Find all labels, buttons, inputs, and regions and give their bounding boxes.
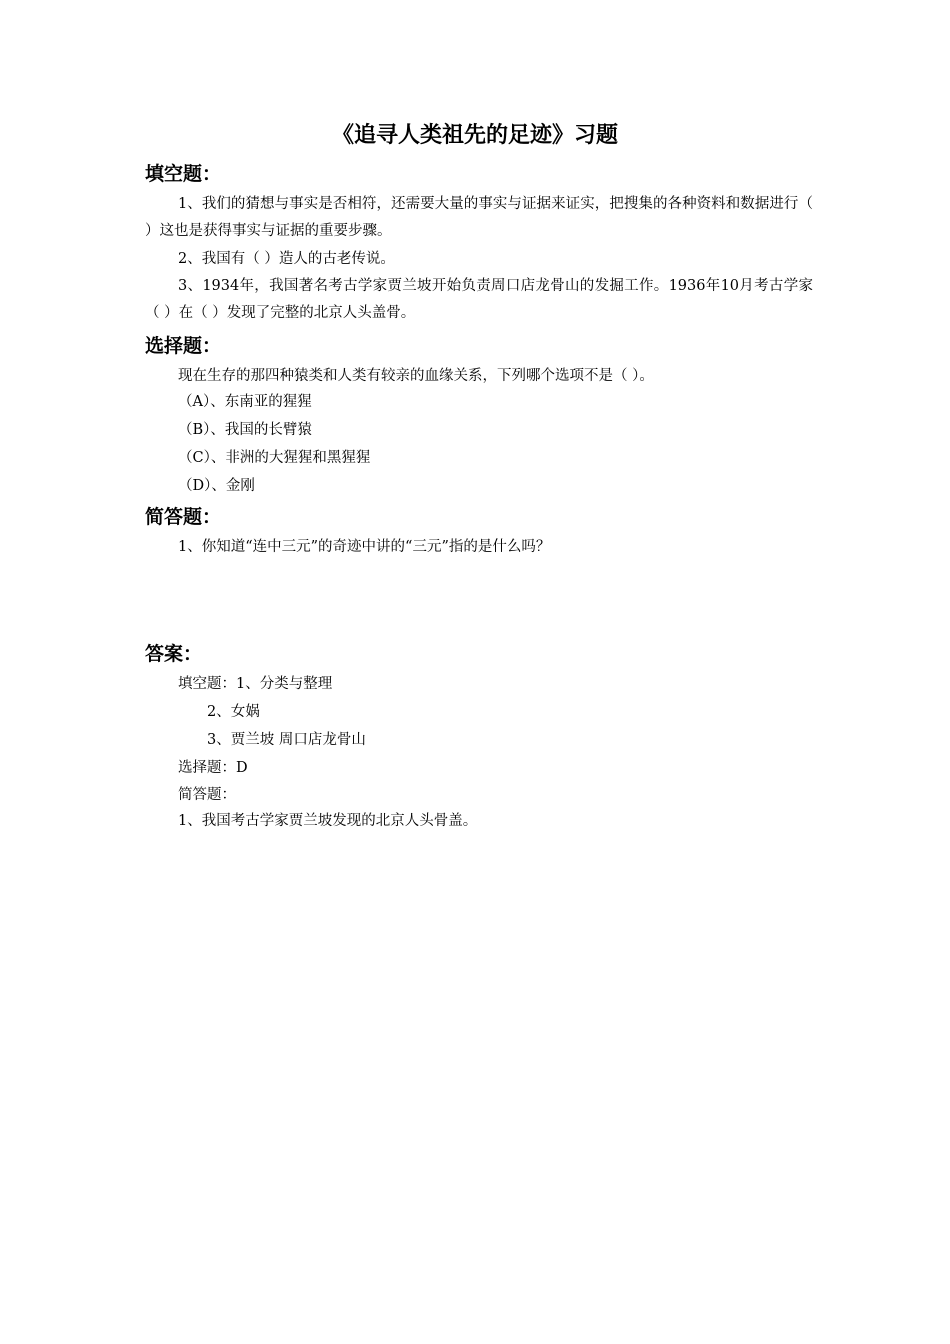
choice-question: 现在生存的那四种猿类和人类有较亲的血缘关系，下列哪个选项不是（ ）。 [178,368,654,384]
choice-option-d: （D）、金刚 [178,478,255,494]
fill-blank-question-2: 2、我国有（ ）造人的古老传说。 [178,251,395,267]
choice-heading: 选择题： [145,335,222,357]
fill-blank-question-1: 1、我们的猜想与事实是否相符，还需要大量的事实与证据来证实，把搜集的各种资料和数据进行（ ）这也是获得事实与证据的重要步骤。 [145,196,813,239]
choice-option-b: （B）、我国的长臂猿 [178,422,312,438]
short-answer-heading: 简答题： [145,506,222,528]
fill-blank-question-3: 3、1934年，我国著名考古学家贾兰坡开始负责周口店龙骨山的发掘工作。1936年10月考古学家（ ）在（ ）发现了完整的北京人头盖骨。 [145,278,813,321]
choice-option-c: （C）、非洲的大猩猩和黑猩猩 [178,450,371,466]
answer-choice: 选择题：D [178,760,248,776]
short-answer-question-1: 1、你知道“连中三元”的奇迹中讲的“三元”指的是什么吗？ [178,539,551,555]
answer-short-label: 简答题： [178,787,236,803]
fill-blank-heading: 填空题： [145,163,222,185]
answer-fill-blank-3: 3、贾兰坡 周口店龙骨山 [207,732,366,748]
answer-short-1: 1、我国考古学家贾兰坡发现的北京人头骨盖。 [178,813,478,829]
answer-fill-blank-2: 2、女娲 [207,704,260,720]
answers-heading: 答案： [145,643,203,665]
document-title: 《追寻人类祖先的足迹》习题 [331,123,618,148]
answer-fill-blank-1: 填空题：1、分类与整理 [178,676,333,692]
choice-option-a: （A）、东南亚的猩猩 [178,394,312,410]
